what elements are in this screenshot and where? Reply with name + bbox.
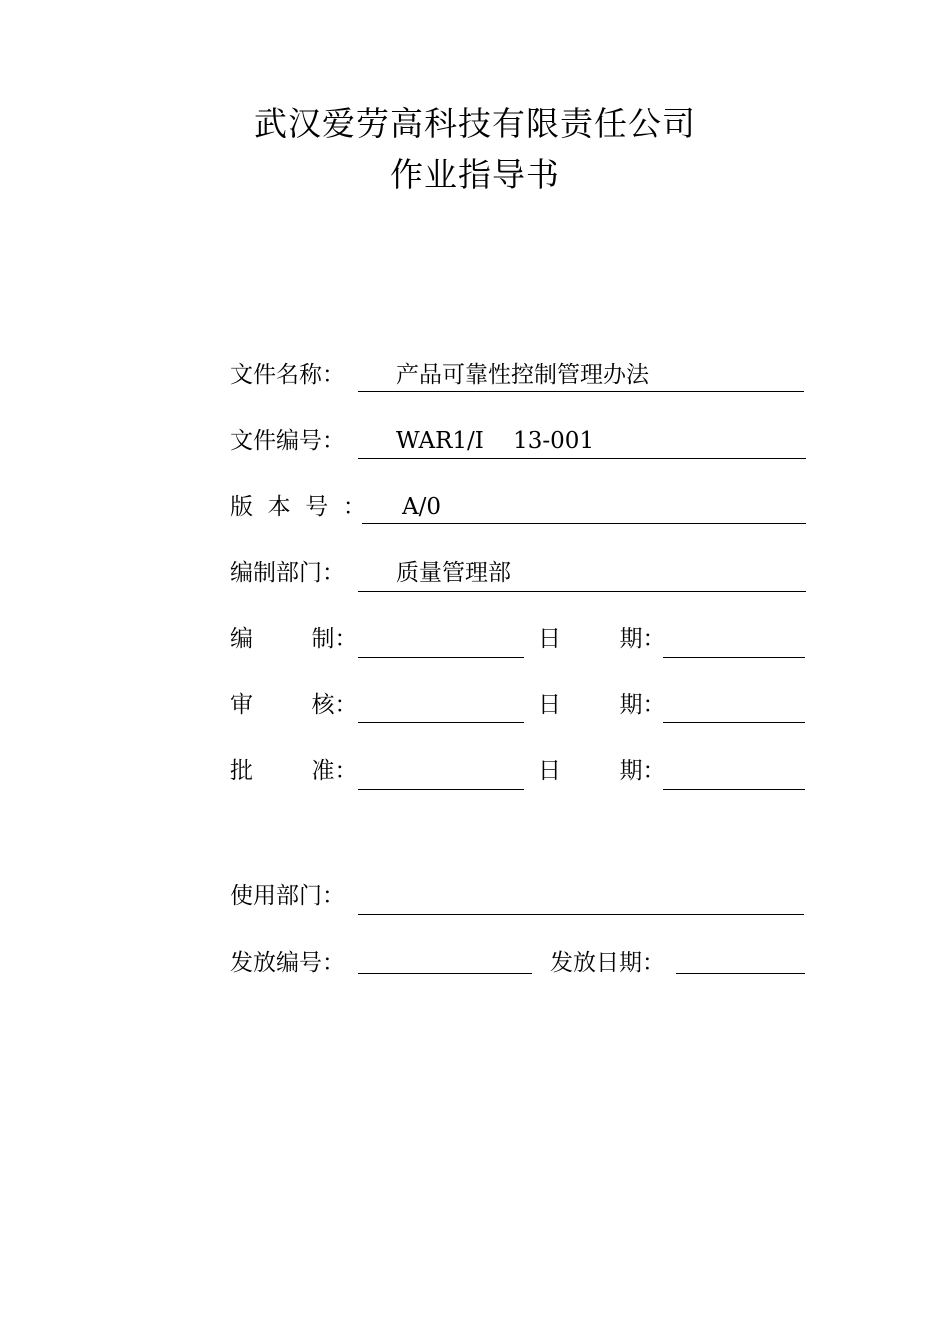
review-date-label: 日 期：: [538, 692, 666, 718]
file-name-underline: [358, 391, 804, 392]
issue-number-label: 发放编号：: [230, 950, 345, 976]
compile-label: 编 制：: [230, 626, 358, 652]
compile-date-underline: [663, 657, 805, 658]
version-underline: [362, 523, 806, 524]
department-value: 质量管理部: [396, 560, 511, 586]
approve-date-label: 日 期：: [538, 758, 666, 784]
file-number-underline: [358, 458, 806, 459]
compile-underline: [358, 657, 524, 658]
document-type-title: 作业指导书: [390, 155, 560, 194]
department-label: 编制部门：: [230, 560, 345, 586]
review-underline: [358, 722, 524, 723]
approve-date-underline: [663, 789, 805, 790]
compile-date-label: 日 期：: [538, 626, 666, 652]
issue-number-underline: [358, 973, 532, 974]
review-label: 审 核：: [230, 692, 358, 718]
file-number-value: WAR1/I 13-001: [396, 428, 595, 454]
file-name-value: 产品可靠性控制管理办法: [396, 362, 649, 388]
use-department-label: 使用部门：: [230, 883, 345, 909]
review-date-underline: [663, 722, 805, 723]
approve-label: 批 准：: [230, 758, 358, 784]
file-name-label: 文件名称：: [230, 362, 345, 388]
issue-date-underline: [676, 973, 805, 974]
approve-underline: [358, 789, 524, 790]
company-title: 武汉爱劳高科技有限责任公司: [254, 104, 696, 143]
use-department-underline: [358, 914, 804, 915]
department-underline: [358, 591, 806, 592]
file-number-label: 文件编号：: [230, 428, 345, 454]
issue-date-label: 发放日期：: [550, 950, 665, 976]
version-label: 版 本 号 ：: [230, 494, 366, 520]
version-value: A/0: [402, 494, 441, 520]
